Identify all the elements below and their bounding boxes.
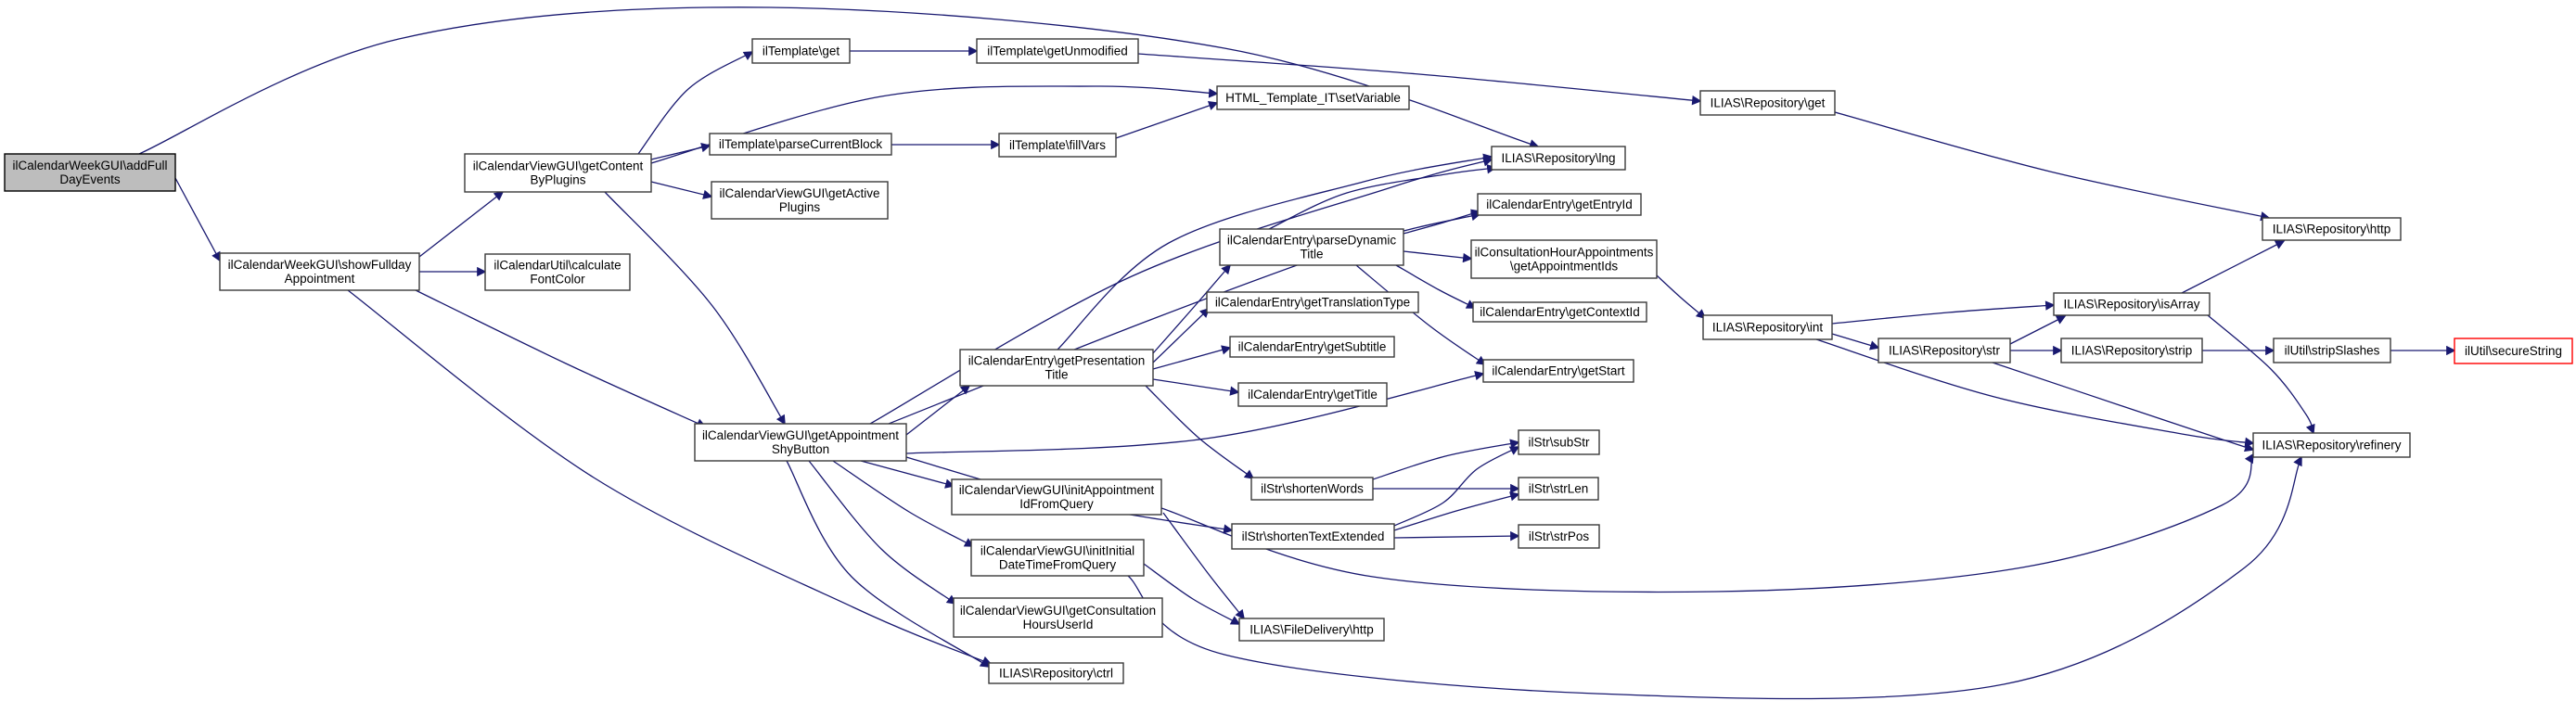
graph-node-getContentByPlugins[interactable] — [465, 154, 651, 192]
graph-node-label-shortenTextExtended-0: ilStr\shortenTextExtended — [1241, 529, 1385, 543]
graph-node-tplGet[interactable] — [752, 39, 850, 63]
graph-node-calculateFontColor[interactable] — [485, 254, 630, 290]
graph-node-secureString[interactable] — [2454, 338, 2572, 363]
graph-node-label-parseDynamicTitle-0: ilCalendarEntry\parseDynamic — [1226, 233, 1397, 248]
graph-edge-fillVars-setVariable — [1116, 103, 1217, 138]
graph-node-label-repoCtrl-0: ILIAS\Repository\ctrl — [998, 666, 1114, 681]
graph-node-label-addFullDayEvents-1: DayEvents — [59, 172, 121, 186]
graph-edge-getAppointmentIds-repoInt — [1657, 275, 1705, 318]
graph-node-label-getTitle-0: ilCalendarEntry\getTitle — [1248, 388, 1378, 401]
graph-node-label-subStr-0: ilStr\subStr — [1528, 435, 1590, 450]
graph-node-getEntryId[interactable] — [1478, 194, 1641, 215]
graph-node-label-repoLng-0: ILIAS\Repository\lng — [1501, 151, 1616, 165]
graph-edge-getPresentationTitle-shortenWords — [1146, 386, 1253, 478]
graph-node-initAppointmentIdFromQuery[interactable] — [952, 479, 1161, 515]
graph-edge-shortenWords-subStr — [1373, 442, 1519, 479]
graph-node-label-setVariable-0: HTML_Template_IT\setVariable — [1225, 91, 1401, 105]
graph-edge-addFullDayEvents-repoLng — [139, 7, 1538, 154]
graph-node-getStart[interactable] — [1483, 360, 1634, 382]
graph-edge-isArray-repoHttp — [2182, 241, 2284, 293]
graph-node-fillVars[interactable] — [999, 134, 1116, 157]
graph-node-label-fileDeliveryHttp-0: ILIAS\FileDelivery\http — [1250, 622, 1374, 637]
graph-node-getConsultationHoursUserId[interactable] — [954, 598, 1162, 637]
graph-node-label-showFulldayAppointment-0: ilCalendarWeekGUI\showFullday — [227, 258, 412, 272]
graph-edge-repoStr-isArray — [2010, 316, 2065, 344]
graph-node-label-initAppointmentIdFromQuery-1: IdFromQuery — [1019, 497, 1094, 511]
graph-node-label-repoHttp-0: ILIAS\Repository\http — [2272, 222, 2391, 236]
graph-node-getPresentationTitle[interactable] — [960, 350, 1153, 386]
graph-node-setVariable[interactable] — [1217, 86, 1409, 109]
graph-node-repoGet[interactable] — [1700, 91, 1835, 115]
graph-node-getActivePlugins[interactable] — [711, 182, 888, 219]
graph-node-label-getContentByPlugins-0: ilCalendarViewGUI\getContent — [472, 159, 644, 173]
graph-node-label-getAppointmentShyButton-1: ShyButton — [771, 442, 830, 456]
graph-node-getContextId[interactable] — [1473, 302, 1647, 322]
graph-node-label-getPresentationTitle-1: Title — [1044, 367, 1069, 382]
graph-node-label-calculateFontColor-0: ilCalendarUtil\calculate — [493, 258, 622, 273]
graph-node-strPos[interactable] — [1519, 525, 1599, 548]
graph-node-label-fillVars-0: ilTemplate\fillVars — [1008, 138, 1107, 152]
graph-node-isArray[interactable] — [2054, 293, 2210, 315]
graph-node-getAppointmentShyButton[interactable] — [695, 424, 906, 461]
graph-node-subStr[interactable] — [1519, 430, 1599, 454]
graph-edge-showFulldayAppointment-getContentByPlugins — [419, 192, 503, 257]
graph-node-getAppointmentIds[interactable] — [1471, 240, 1657, 278]
graph-node-strLen[interactable] — [1519, 478, 1598, 500]
graph-node-label-getActivePlugins-0: ilCalendarViewGUI\getActive — [719, 186, 880, 200]
graph-node-label-initAppointmentIdFromQuery-0: ilCalendarViewGUI\initAppointment — [958, 483, 1155, 497]
graph-edge-getContentByPlugins-getActivePlugins — [651, 182, 711, 197]
graph-node-getTranslationType[interactable] — [1207, 292, 1418, 312]
graph-node-getUnmodified[interactable] — [977, 39, 1138, 63]
graph-node-repoStr[interactable] — [1878, 338, 2010, 363]
graph-node-label-getEntryId-0: ilCalendarEntry\getEntryId — [1486, 198, 1633, 211]
graph-node-label-getActivePlugins-1: Plugins — [778, 200, 821, 214]
graph-node-getSubtitle[interactable] — [1230, 337, 1394, 357]
node-layer — [5, 39, 2572, 683]
graph-node-repoCtrl[interactable] — [989, 663, 1123, 683]
graph-edge-repoInt-repoStr — [1832, 334, 1878, 348]
graph-node-label-getConsultationHoursUserId-0: ilCalendarViewGUI\getConsultation — [959, 604, 1157, 618]
graph-node-label-parseCurrentBlock-0: ilTemplate\parseCurrentBlock — [718, 137, 883, 151]
graph-edge-shortenTextExtended-strPos — [1394, 536, 1519, 538]
graph-node-shortenWords[interactable] — [1251, 478, 1373, 500]
graph-node-label-secureString-0: ilUtil\secureString — [2464, 344, 2563, 358]
graph-node-fileDeliveryHttp[interactable] — [1239, 618, 1384, 641]
graph-edge-getContentByPlugins-parseCurrentBlock — [651, 146, 710, 159]
graph-edge-isArray-refinery — [2208, 315, 2313, 433]
graph-edge-getContentByPlugins-getAppointmentShyButton — [605, 192, 785, 424]
graph-node-label-getTranslationType-0: ilCalendarEntry\getTranslationType — [1214, 295, 1411, 310]
graph-node-repoHttp[interactable] — [2262, 218, 2401, 240]
graph-edge-getAppointmentShyButton-getConsultationHoursUserId — [809, 461, 955, 604]
graph-node-label-repoStr-0: ILIAS\Repository\str — [1888, 343, 2001, 358]
graph-node-label-getPresentationTitle-0: ilCalendarEntry\getPresentation — [968, 353, 1146, 368]
graph-node-initInitialDateTimeFromQuery[interactable] — [971, 540, 1144, 576]
graph-node-label-getSubtitle-0: ilCalendarEntry\getSubtitle — [1237, 339, 1387, 354]
graph-node-label-strPos-0: ilStr\strPos — [1528, 529, 1590, 543]
graph-edge-parseDynamicTitle-getAppointmentIds — [1403, 251, 1471, 259]
graph-node-label-repoGet-0: ILIAS\Repository\get — [1710, 96, 1826, 110]
graph-node-label-calculateFontColor-1: FontColor — [530, 272, 585, 287]
graph-node-label-showFulldayAppointment-1: Appointment — [284, 272, 355, 286]
graph-node-getTitle[interactable] — [1238, 383, 1387, 406]
graph-node-label-repoInt-0: ILIAS\Repository\int — [1711, 320, 1824, 335]
graph-node-refinery[interactable] — [2253, 433, 2410, 457]
graph-node-parseCurrentBlock[interactable] — [710, 134, 891, 155]
graph-node-label-getContextId-0: ilCalendarEntry\getContextId — [1480, 305, 1640, 319]
graph-edge-getPresentationTitle-getTranslationType — [1153, 309, 1209, 363]
graph-edge-initAppointmentIdFromQuery-refinery — [1161, 454, 2253, 592]
graph-node-label-shortenWords-0: ilStr\shortenWords — [1261, 481, 1364, 496]
graph-node-showFulldayAppointment[interactable] — [220, 253, 419, 290]
graph-node-stripSlashes[interactable] — [2274, 338, 2390, 363]
graph-node-label-getAppointmentIds-0: ilConsultationHourAppointments — [1474, 245, 1654, 260]
graph-node-label-strip-0: ILIAS\Repository\strip — [2070, 343, 2193, 358]
graph-node-label-initInitialDateTimeFromQuery-1: DateTimeFromQuery — [998, 557, 1117, 572]
graph-node-label-getStart-0: ilCalendarEntry\getStart — [1492, 363, 1625, 378]
graph-node-label-getConsultationHoursUserId-1: HoursUserId — [1022, 618, 1094, 631]
graph-edge-getAppointmentShyButton-getPresentationTitle — [906, 386, 969, 435]
graph-node-label-refinery-0: ILIAS\Repository\refinery — [2262, 438, 2402, 452]
graph-node-parseDynamicTitle[interactable] — [1220, 229, 1403, 265]
graph-node-repoLng[interactable] — [1492, 147, 1625, 170]
graph-node-label-addFullDayEvents-0: ilCalendarWeekGUI\addFull — [12, 159, 168, 172]
graph-edge-shortenTextExtended-subStr — [1394, 447, 1519, 526]
graph-node-label-stripSlashes-0: ilUtil\stripSlashes — [2284, 343, 2380, 358]
graph-edge-showFulldayAppointment-getAppointmentShyButton — [416, 290, 705, 427]
graph-edge-repoInt-isArray — [1832, 305, 2054, 324]
graph-node-strip[interactable] — [2061, 338, 2202, 363]
graph-edge-parseDynamicTitle-getEntryId — [1403, 211, 1480, 234]
graph-node-label-getContentByPlugins-1: ByPlugins — [530, 172, 586, 187]
graph-node-shortenTextExtended[interactable] — [1232, 524, 1394, 549]
graph-edge-getPresentationTitle-getTitle — [1153, 379, 1238, 392]
graph-node-label-initInitialDateTimeFromQuery-0: ilCalendarViewGUI\initInitial — [980, 543, 1135, 558]
graph-edge-showFulldayAppointment-repoCtrl — [348, 290, 991, 664]
graph-edge-shortenTextExtended-strLen — [1394, 494, 1519, 530]
graph-edge-getAppointmentShyButton-initAppointmentIdFromQuery — [861, 461, 954, 486]
graph-node-label-strLen-0: ilStr\strLen — [1528, 481, 1589, 496]
graph-node-label-getAppointmentIds-1: \getAppointmentIds — [1509, 259, 1619, 274]
graph-node-label-getAppointmentShyButton-0: ilCalendarViewGUI\getAppointment — [701, 428, 900, 442]
graph-node-addFullDayEvents[interactable] — [5, 154, 175, 191]
graph-edge-repoGet-repoHttp — [1835, 112, 2269, 218]
graph-node-label-isArray-0: ILIAS\Repository\isArray — [2063, 297, 2200, 312]
graph-node-repoInt[interactable] — [1703, 315, 1832, 339]
graph-node-label-getUnmodified-0: ilTemplate\getUnmodified — [987, 44, 1128, 58]
graph-node-label-tplGet-0: ilTemplate\get — [762, 44, 840, 58]
graph-node-label-parseDynamicTitle-1: Title — [1300, 247, 1324, 261]
graph-edge-addFullDayEvents-showFulldayAppointment — [175, 178, 220, 261]
